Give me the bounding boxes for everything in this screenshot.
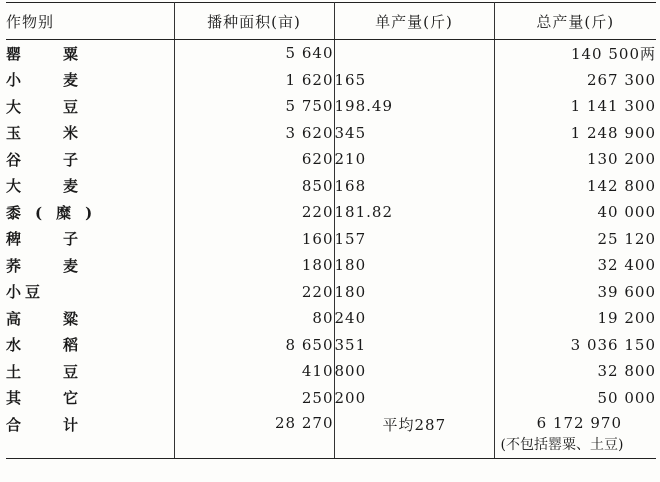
- cell-crop: 小豆: [6, 279, 174, 306]
- cell-crop: 稗子: [6, 226, 174, 253]
- cell-yield: 168: [334, 173, 494, 200]
- table-row: [6, 385, 656, 412]
- table-row: [6, 40, 656, 67]
- cell-yield: 198.49: [334, 93, 494, 120]
- cell-total: 25 120: [597, 229, 656, 248]
- cell-crop: 水稻: [6, 332, 174, 359]
- table-row: [6, 199, 656, 226]
- cell-area: 3 620: [174, 120, 334, 147]
- cell-area: 5 640: [174, 40, 334, 67]
- table-row: [6, 305, 656, 332]
- cell-total: 32 400: [597, 256, 656, 275]
- cell-total: 130 200: [586, 150, 656, 169]
- table-row: [6, 93, 656, 120]
- cell-area: 8 650: [174, 332, 334, 359]
- cell-area: 620: [174, 146, 334, 173]
- table-row: [6, 252, 656, 279]
- table-row: [6, 67, 656, 94]
- cell-crop: 小麦: [6, 67, 174, 94]
- table-row: [6, 146, 656, 173]
- cell-yield: 180: [334, 279, 494, 306]
- cell-total: 140 500两: [570, 44, 656, 63]
- table-row: [6, 279, 656, 306]
- crop-production-table: [6, 2, 656, 459]
- cell-area-total: 28 270: [174, 411, 334, 459]
- cell-crop: 高粱: [6, 305, 174, 332]
- cell-yield: 200: [334, 385, 494, 412]
- cell-total: 40 000: [597, 203, 656, 222]
- grand-total-note: (不包括罂粟、土豆): [500, 437, 624, 453]
- table-row: [6, 358, 656, 385]
- cell-yield: 181.82: [334, 199, 494, 226]
- cell-yield: 165: [334, 67, 494, 94]
- cell-total-grand: [494, 411, 656, 459]
- cell-area: 220: [174, 199, 334, 226]
- cell-crop: 黍(糜): [6, 199, 174, 226]
- cell-yield-average: 平均287: [334, 411, 494, 459]
- cell-crop-total: 合计: [6, 411, 174, 459]
- cell-yield: 800: [334, 358, 494, 385]
- cell-area: 220: [174, 279, 334, 306]
- cell-crop: 谷子: [6, 146, 174, 173]
- cell-total: 19 200: [597, 309, 656, 328]
- table-row: [6, 173, 656, 200]
- cell-crop: 大麦: [6, 173, 174, 200]
- header-total: 总产量(斤): [494, 3, 656, 40]
- cell-yield: [334, 40, 494, 67]
- cell-yield: 240: [334, 305, 494, 332]
- header-area: 播种面积(亩): [174, 3, 334, 40]
- table-row: [6, 332, 656, 359]
- cell-total: 267 300: [586, 70, 656, 89]
- cell-area: 180: [174, 252, 334, 279]
- cell-area: 160: [174, 226, 334, 253]
- cell-area: 250: [174, 385, 334, 412]
- cell-total: 142 800: [586, 176, 656, 195]
- cell-total: 3 036 150: [570, 335, 656, 354]
- cell-total: 1 248 900: [570, 123, 656, 142]
- header-yield: 单产量(斤): [334, 3, 494, 40]
- cell-yield: 157: [334, 226, 494, 253]
- cell-crop: 荞麦: [6, 252, 174, 279]
- cell-area: 1 620: [174, 67, 334, 94]
- cell-crop: 玉米: [6, 120, 174, 147]
- total-row: [6, 411, 656, 459]
- header-crop: 作物别: [6, 3, 174, 40]
- cell-yield: 180: [334, 252, 494, 279]
- table-header-row: [6, 3, 656, 40]
- cell-yield: 210: [334, 146, 494, 173]
- table-row: [6, 226, 656, 253]
- cell-total: 50 000: [597, 388, 656, 407]
- cell-total: 39 600: [597, 282, 656, 301]
- table-body: [6, 40, 656, 459]
- grand-total-value: 6 172 970: [536, 414, 622, 432]
- cell-area: 80: [174, 305, 334, 332]
- cell-yield: 345: [334, 120, 494, 147]
- cell-crop: 其它: [6, 385, 174, 412]
- cell-total: 1 141 300: [570, 97, 656, 116]
- cell-area: 410: [174, 358, 334, 385]
- cell-area: 850: [174, 173, 334, 200]
- cell-crop: 土豆: [6, 358, 174, 385]
- table-row: [6, 120, 656, 147]
- cell-crop: 罂粟: [6, 40, 174, 67]
- cell-yield: 351: [334, 332, 494, 359]
- cell-total: 32 800: [597, 362, 656, 381]
- cell-crop: 大豆: [6, 93, 174, 120]
- cell-area: 5 750: [174, 93, 334, 120]
